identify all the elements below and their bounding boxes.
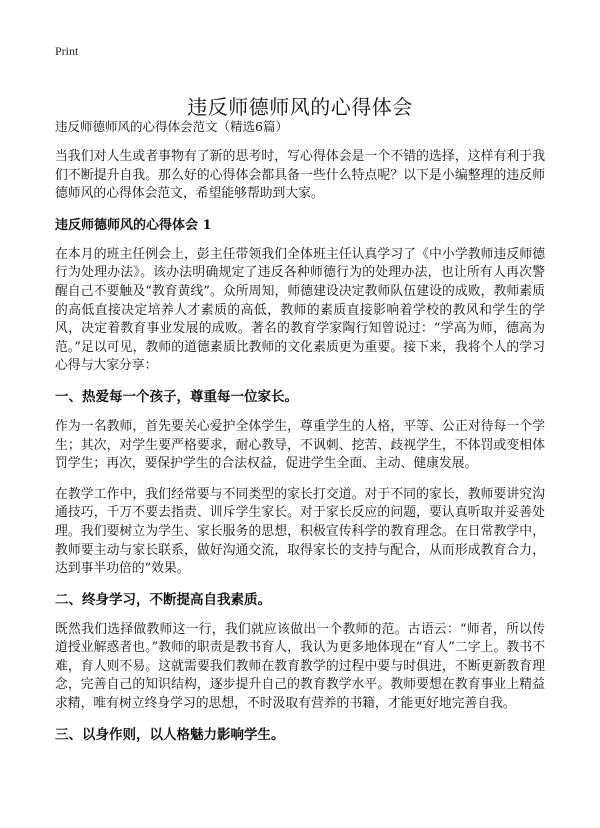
intro-paragraph: 当我们对人生或者事物有了新的思考时，写心得体会是一个不错的选择，这样有利于我们不断提升自我。那么好的心得体会都具备一些什么特点呢？以下是小编整理的违反师德师风的心得体会范文，希望能够帮助到大家。 — [55, 149, 545, 202]
point1-paragraph-2: 在教学工作中，我们经常要与不同类型的家长打交道。对于不同的家长，教师要讲究沟通技巧，千万不要去指责、训斥学生家长。对于家长反应的问题，要认真听取并妥善处理。我们要树立为学生、家长服务的思想，积极宣传科学的教育理念。在日常教学中，教师要主动与家长联系，做好沟通交流，取得家长的支持与配合，从而形成教育合力，达到事半功倍的“效果。 — [55, 486, 545, 577]
page-title: 违反师德师风的心得体会 — [187, 95, 413, 120]
point1-paragraph-1: 作为一名教师，首先要关心爱护全体学生，尊重学生的人格，平等、公正对待每一个学生；其次，对学生要严格要求，耐心教导，不讽刺、挖苦、歧视学生，不体罚或变相体罚学生；再次，要保护学生的合法权益，促进学生全面、主动、健康发展。 — [55, 418, 545, 472]
point3-heading: 三、以身作则，以人格魅力影响学生。 — [55, 726, 285, 743]
section1-paragraph: 在本月的班主任例会上，彭主任带领我们全体班主任认真学习了《中小学教师违反师德行为处理办法》。该办法明确规定了违反各种师德行为的处理办法，也让所有人再次警醒自己不要触及“教育黄线”。众所周知，师德建设决定教师队伍建设的成败，教师素质的高低直接决定培养人才素质的高低，教师的素质直接影响着学校的教风和学生的学风，决定着教育事业发展的成败。著名的教育学家陶行知曾说过：“学高为师，德高为范。”足以可见，教师的道德素质比教师的文化素质更为重要。接下来，我将个人的学习心得与大家分享： — [55, 246, 545, 374]
point2-paragraph: 既然我们选择做教师这一行，我们就应该做出一个教师的范。古语云：“师者，所以传道授业解惑者也。”教师的职责是教书育人，我认为更多地体现在“育人”二字上。教书不难，育人则不易。这就需要我们教师在教育教学的过程中要与时俱进，不断更新教育理念，完善自己的知识结构，逐步提升自己的教育教学水平。教师要想在教育事业上精益求精，唯有树立终身学习的思想，不时汲取有营养的书籍，才能更好地完善自我。 — [55, 621, 545, 712]
point2-heading: 二、终身学习，不断提高自我素质。 — [55, 591, 271, 608]
print-link[interactable]: Print — [55, 44, 79, 58]
section-heading: 违反师德师风的心得体会 1 — [55, 217, 212, 233]
point1-heading: 一、热爱每一个孩子，尊重每一位家长。 — [55, 388, 298, 405]
article-body — [55, 118, 545, 756]
document-subtitle: 违反师德师风的心得体会范文（精选6篇） — [55, 119, 288, 134]
